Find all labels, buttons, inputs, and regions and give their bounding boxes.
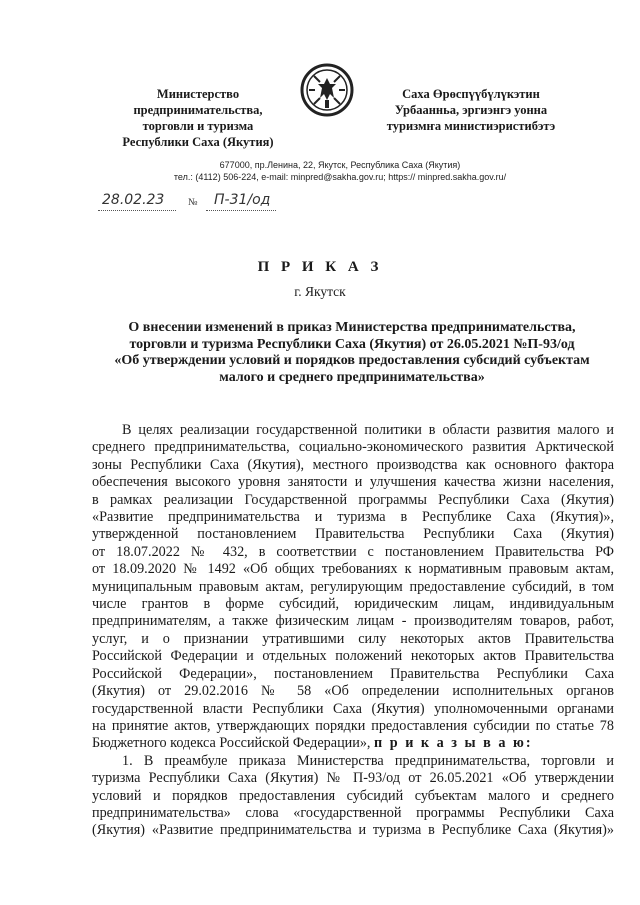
- body-line: зоны Республики Саха (Якутия), местного производства как основного фактора: [92, 456, 614, 473]
- ministry-name-russian: [112, 86, 284, 150]
- sakha-coat-of-arms-icon: [300, 62, 354, 118]
- address-line: 677000, пр.Ленина, 22, Якутск, Республика Саха (Якутия): [219, 160, 461, 170]
- body-line: от 18.07.2022 № 432, в соответствии с постановлением Правительства РФ: [92, 543, 614, 560]
- ministry-name-line: туризмҥа министиэристибэтэ: [386, 119, 556, 133]
- date-underline: [98, 210, 176, 211]
- body-line: предпринимателям, а также физическим лицам - производителям товаров, работ,: [92, 613, 614, 630]
- body-line: услуг, и о признании утратившими силу некоторых актов Правительства: [92, 630, 614, 647]
- ministry-address: [60, 159, 620, 183]
- body-line: в рамках реализации Государственной программы Республики Саха (Якутия): [92, 491, 614, 508]
- ministry-name-line: предпринимательства,: [133, 103, 263, 117]
- item-line: условий и порядков предоставления субсидий субъектам малого и среднего: [92, 787, 614, 804]
- order-body: [92, 422, 614, 840]
- closing-keyword: п р и к а з ы в а ю:: [374, 735, 533, 752]
- number-underline: [206, 210, 276, 211]
- ministry-name-line: Урбаанньа, эргиэнгэ уонна: [394, 103, 548, 117]
- document-title: П Р И К А З: [257, 259, 383, 275]
- ministry-name-line: Министерство: [156, 87, 240, 101]
- registration-date: 28.02.23: [102, 192, 165, 208]
- document-city: г. Якутск: [294, 284, 346, 299]
- subject-line: О внесении изменений в приказ Министерства предпринимательства,: [128, 320, 576, 335]
- registration-line: [98, 192, 298, 216]
- closing-prefix: Бюджетного кодекса Российской Федерации»,: [92, 735, 375, 752]
- ministry-name-line: Республики Саха (Якутия): [122, 135, 274, 149]
- ministry-name-sakha: [371, 86, 571, 134]
- body-line: среднего предпринимательства, социально-экономического развития Арктической: [92, 439, 614, 456]
- body-line: обеспечения высокого уровня занятости и улучшения качества жизни населения,: [92, 474, 614, 491]
- item-line: предпринимательства» слова «государственной программы Республики Саха: [92, 804, 614, 821]
- body-closing-line: [92, 735, 614, 752]
- contacts-line: тел.: (4112) 506-224, e-mail: minpred@sakha.gov.ru; https:// minpred.sakha.gov.ru/: [173, 172, 507, 182]
- subject-line: малого и среднего предпринимательства»: [219, 369, 485, 385]
- body-line: на принятие актов, утверждающих порядки предоставления субсидии по статье 78: [92, 717, 614, 734]
- body-line: государственной власти Республики Саха (Якутия) уполномоченными органами: [92, 700, 614, 717]
- body-line: Российской Федерации», постановлением Правительства Республики Саха: [92, 665, 614, 682]
- body-line: муниципальным правовым актам, регулирующим предоставление субсидий, в том: [92, 578, 614, 595]
- order-subject: [92, 320, 612, 386]
- body-line: от 18.09.2020 № 1492 «Об общих требованиях к нормативным правовым актам,: [92, 561, 614, 578]
- item-line: 1. В преамбуле приказа Министерства предпринимательства, торговли и: [122, 752, 614, 769]
- body-line: утвержденной постановлением Правительства Республики Саха (Якутия): [92, 526, 614, 543]
- body-line: числе грантов в форме субсидий, юридическим лицам, индивидуальным: [92, 596, 614, 613]
- body-line: Российской Федерации и отдельных положений некоторых актов Правительства: [92, 648, 614, 665]
- ministry-name-line: торговли и туризма: [142, 119, 254, 133]
- item-line: (Якутия) «Развитие предпринимательства и туризма в Республике Саха (Якутия)»: [92, 822, 614, 839]
- registration-number: П-31/од: [214, 192, 271, 208]
- body-line: «Развитие предпринимательства и туризма в Республике Саха (Якутия)»,: [92, 509, 614, 526]
- number-label: №: [188, 197, 198, 208]
- item-line: туризма Республики Саха (Якутия) № П-93/од от 26.05.2021 «Об утверждении: [92, 770, 614, 787]
- subject-line: торговли и туризма Республики Саха (Якутия) от 26.05.2021 №П-93/од: [129, 336, 575, 352]
- subject-line: «Об утверждении условий и порядков предоставления субсидий субъектам: [114, 353, 590, 368]
- ministry-name-line: Саха Өрөспүүбүлүкэтин: [402, 87, 540, 101]
- body-line: (Якутия) от 29.02.2016 № 58 «Об определении исполнительных органов: [92, 683, 614, 700]
- body-line: В целях реализации государственной политики в области развития малого и: [122, 422, 614, 438]
